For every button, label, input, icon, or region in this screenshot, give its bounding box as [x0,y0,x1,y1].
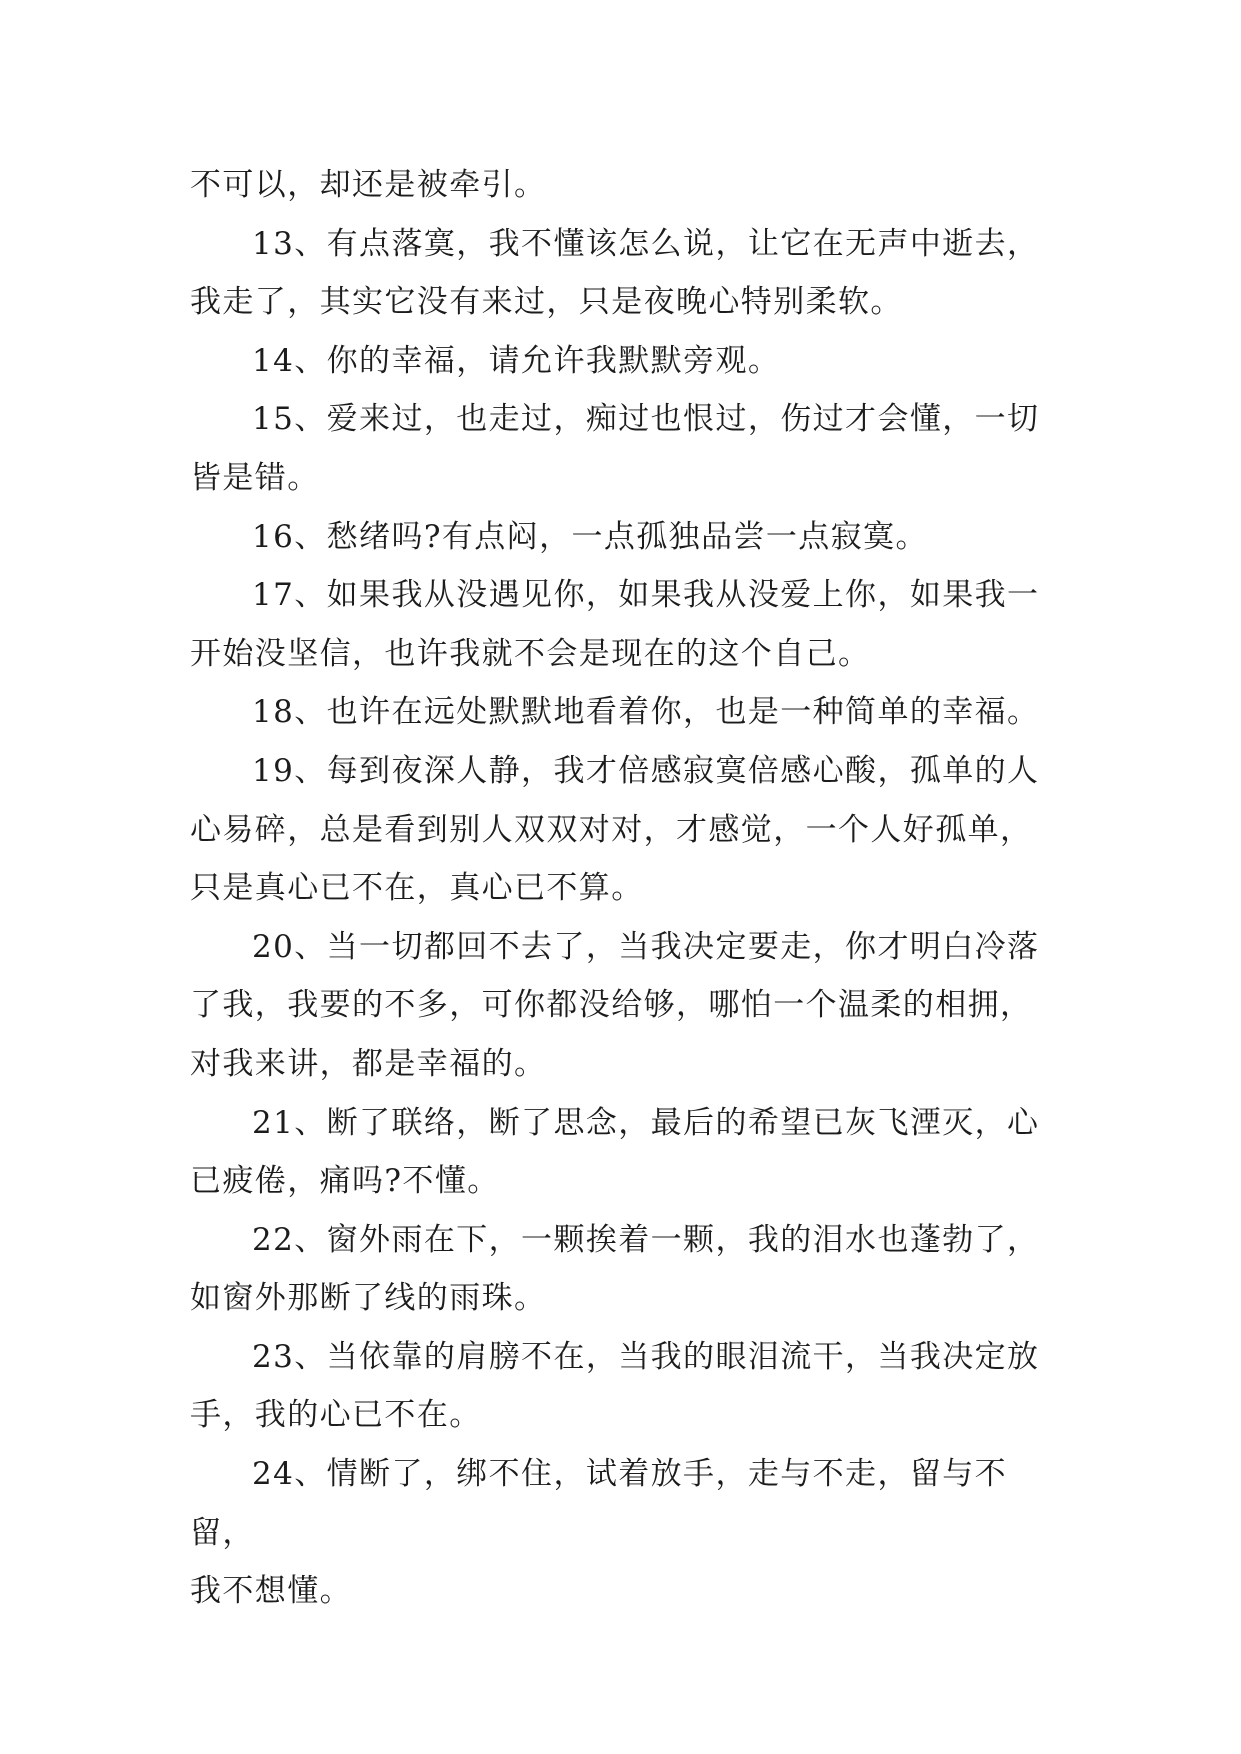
paragraph-item-14: 14、你的幸福，请允许我默默旁观。 [252,342,781,379]
paragraph-item-20: 20、当一切都回不去了，当我决定要走，你才明白冷落 了我，我要的不多，可你都没给够，哪怕一个温柔的相拥， 对我来讲，都是幸福的。 [190,928,1040,1082]
paragraph-item-15: 15、爱来过，也走过，痴过也恨过，伤过才会懂，一切 皆是错。 [190,401,1040,496]
paragraph-item-19: 19、每到夜深人静，我才倍感寂寞倍感心酸，孤单的人 心易碎，总是看到别人双双对对，才感觉，一个人好孤单， 只是真心已不在，真心已不算。 [190,752,1040,907]
paragraph-continuation: 不可以，却还是被牵引。 [190,167,547,203]
paragraph-item-22: 22、窗外雨在下，一颗挨着一颗，我的泪水也蓬勃了， 如窗外那断了线的雨珠。 [190,1221,1040,1317]
paragraph-item-21: 21、断了联络，断了思念，最后的希望已灰飞湮灭，心 已疲倦，痛吗?不懂。 [190,1104,1040,1200]
paragraph-item-16: 16、愁绪吗?有点闷，一点孤独品尝一点寂寞。 [252,518,928,555]
document-body [190,156,1070,1621]
paragraph-item-13: 13、有点落寞，我不懂该怎么说，让它在无声中逝去， 我走了，其实它没有来过，只是夜晚心特别柔软。 [190,225,1040,321]
paragraph-item-23: 23、当依靠的肩膀不在，当我的眼泪流干，当我决定放 手，我的心已不在。 [190,1338,1040,1434]
paragraph-item-18: 18、也许在远处默默地看着你，也是一种简单的幸福。 [252,694,1040,731]
paragraph-item-24: 24、情断了，绑不住，试着放手，走与不走，留与不留， 我不想懂。 [190,1456,1008,1610]
paragraph-item-17: 17、如果我从没遇见你，如果我从没爱上你，如果我一 开始没坚信，也许我就不会是现在的这个自己。 [190,577,1040,672]
